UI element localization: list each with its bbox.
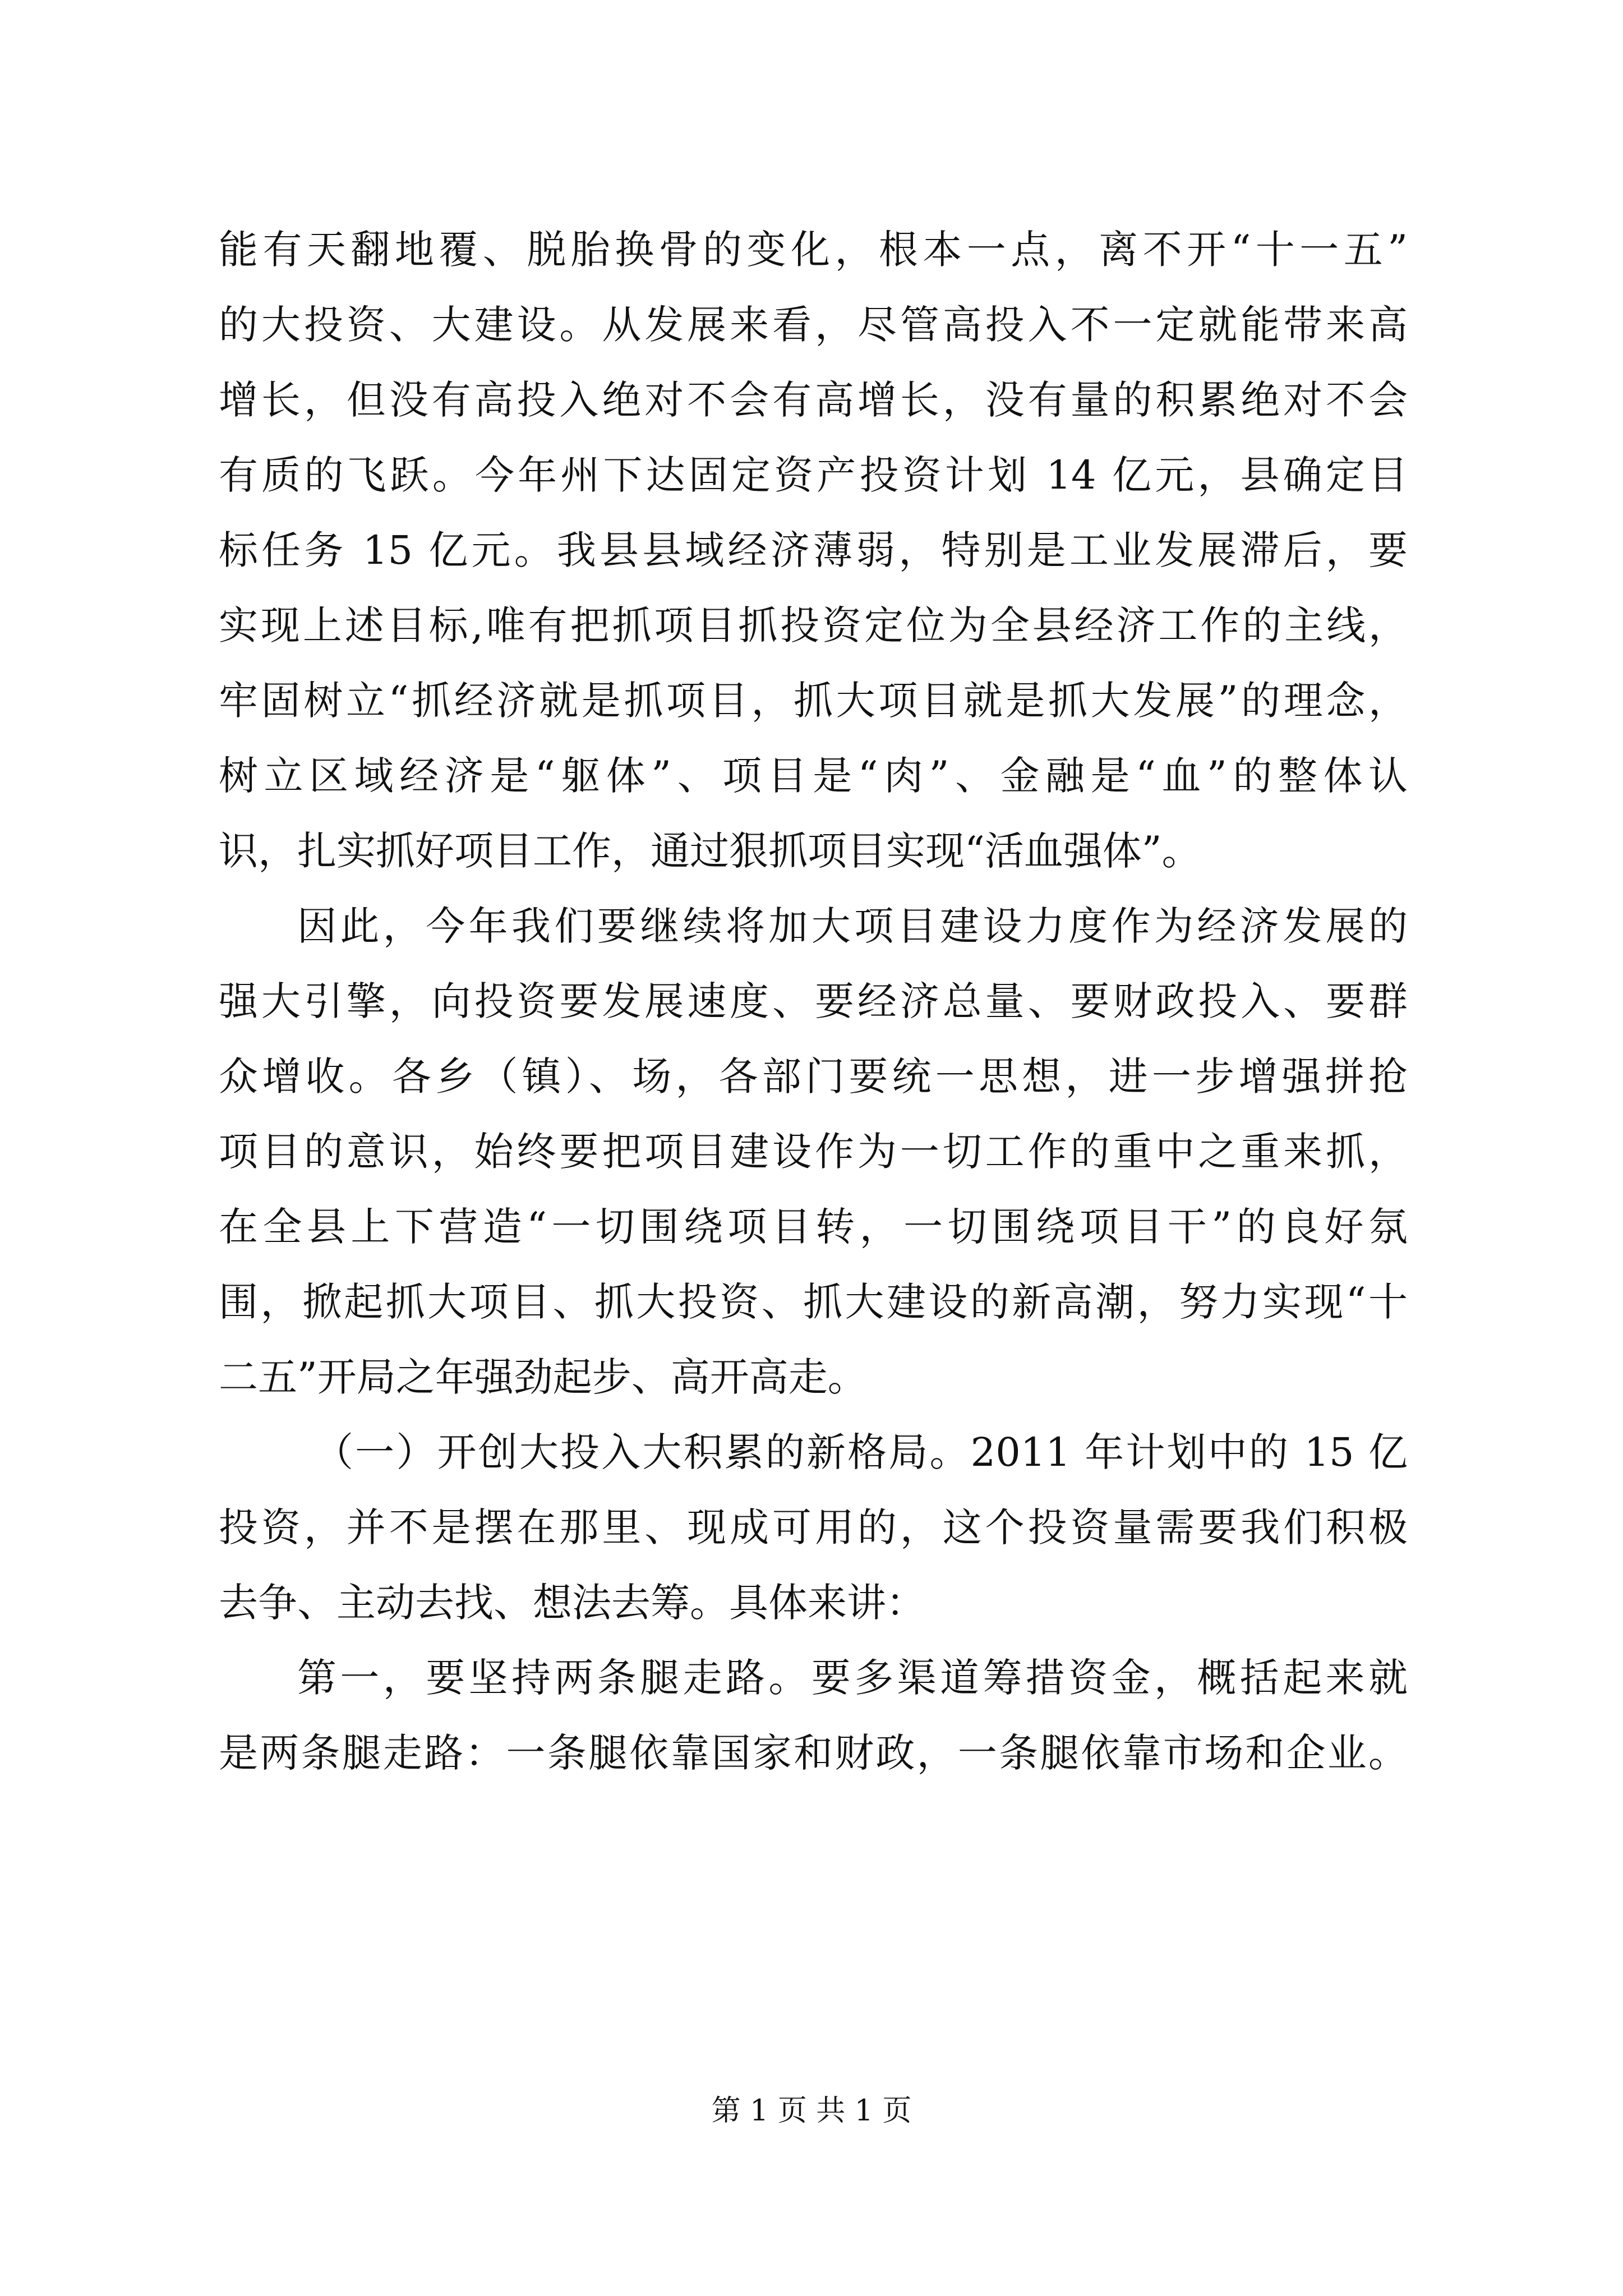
- body-line: 牢固树立“抓经济就是抓项目，抓大项目就是抓大发展”的理念，: [219, 678, 1408, 724]
- body-line: 围，掀起抓大项目、抓大投资、抓大建设的新高潮，努力实现“十: [219, 1279, 1408, 1325]
- paragraph-first-line: 第一，要坚持两条腿走路。要多渠道筹措资金，概括起来就: [297, 1655, 1408, 1701]
- body-line: 标任务 15 亿元。我县县域经济薄弱，特别是工业发展滞后，要: [219, 527, 1408, 573]
- body-line: 投资，并不是摆在那里、现成可用的，这个投资量需要我们积极: [219, 1504, 1408, 1550]
- section-heading-line: （一）开创大投入大积累的新格局。2011 年计划中的 15 亿: [314, 1429, 1408, 1475]
- body-line: 树立区域经济是“躯体”、项目是“肉”、金融是“血”的整体认: [219, 753, 1408, 799]
- body-line: 项目的意识，始终要把项目建设作为一切工作的重中之重来抓，: [219, 1129, 1408, 1175]
- body-line: 增长，但没有高投入绝对不会有高增长，没有量的积累绝对不会: [219, 377, 1408, 423]
- body-line: 在全县上下营造“一切围绕项目转，一切围绕项目干”的良好氛: [219, 1204, 1408, 1250]
- body-line: 实现上述目标,唯有把抓项目抓投资定位为全县经济工作的主线，: [219, 602, 1408, 648]
- body-line: 众增收。各乡（镇）、场，各部门要统一思想，进一步增强拼抢: [219, 1053, 1408, 1099]
- paragraph-first-line: 因此，今年我们要继续将加大项目建设力度作为经济发展的: [297, 903, 1408, 949]
- body-line: 能有天翻地覆、脱胎换骨的变化，根本一点，离不开“十一五”: [219, 227, 1408, 273]
- body-line: 强大引擎，向投资要发展速度、要经济总量、要财政投入、要群: [219, 978, 1408, 1024]
- body-line: 是两条腿走路：一条腿依靠国家和财政，一条腿依靠市场和企业。: [219, 1730, 1408, 1776]
- body-line: 去争、主动去找、想法去筹。具体来讲：: [219, 1580, 925, 1626]
- body-line: 的大投资、大建设。从发展来看，尽管高投入不一定就能带来高: [219, 302, 1408, 348]
- body-line: 识，扎实抓好项目工作，通过狠抓项目实现“活血强体”。: [219, 828, 1201, 874]
- body-line: 二五”开局之年强劲起步、高开高走。: [219, 1354, 867, 1400]
- page-footer: 第 1 页 共 1 页: [711, 2094, 912, 2128]
- body-line: 有质的飞跃。今年州下达固定资产投资计划 14 亿元，县确定目: [219, 452, 1408, 498]
